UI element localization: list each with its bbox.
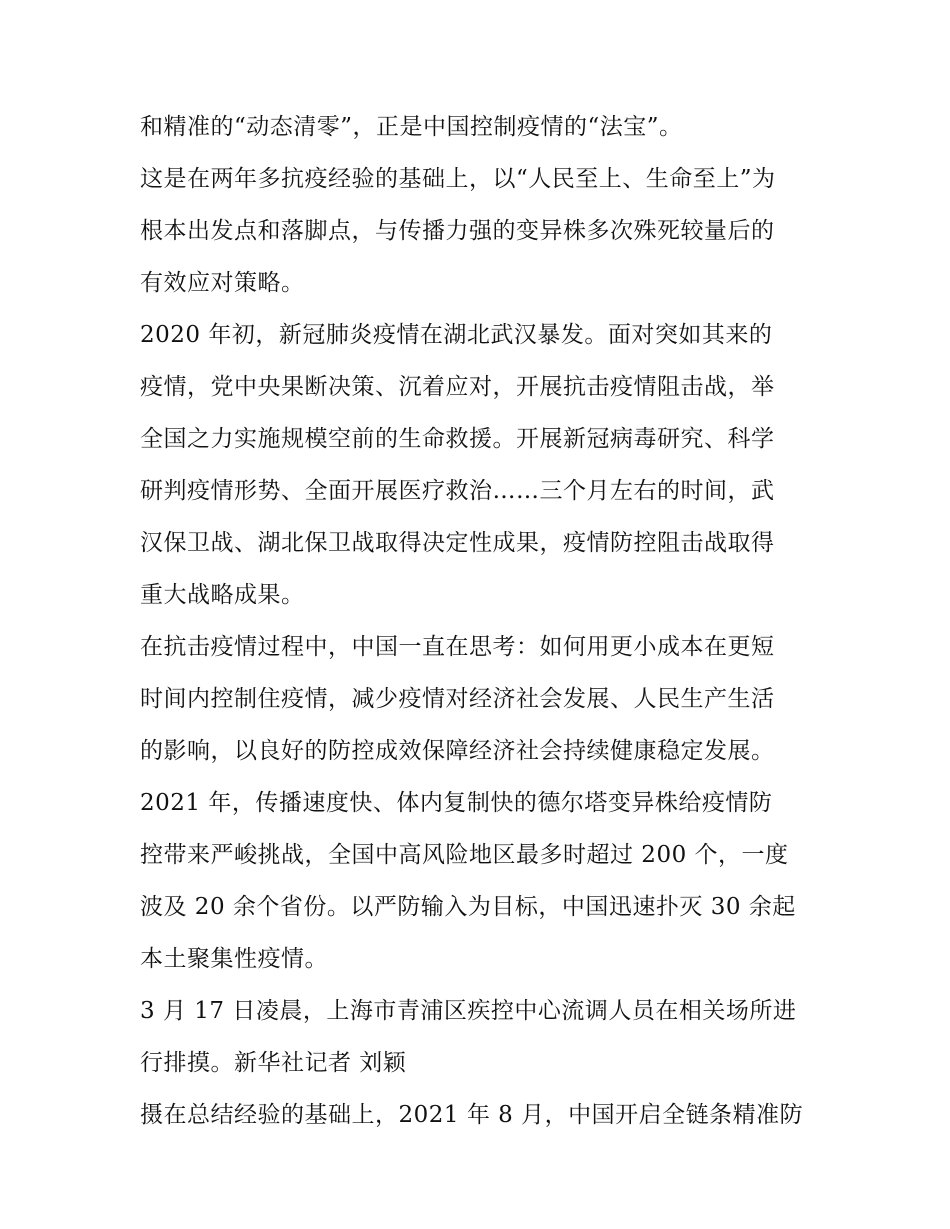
text-line: 全国之力实施规模空前的生命救援。开展新冠病毒研究、科学 xyxy=(140,426,775,452)
text-line: 控带来严峻挑战，全国中高风险地区最多时超过 200 个，一度 xyxy=(140,842,789,868)
text-line: 2020 年初，新冠肺炎疫情在湖北武汉暴发。面对突如其来的 xyxy=(140,322,773,348)
text-line: 波及 20 余个省份。以严防输入为目标，中国迅速扑灭 30 余起 xyxy=(140,894,796,920)
text-line: 疫情，党中央果断决策、沉着应对，开展抗击疫情阻击战，举 xyxy=(140,374,775,400)
text-line: 汉保卫战、湖北保卫战取得决定性成果，疫情防控阻击战取得 xyxy=(140,530,775,556)
text-line: 的影响，以良好的防控成效保障经济社会持续健康稳定发展。 xyxy=(140,738,775,764)
text-line: 这是在两年多抗疫经验的基础上，以“人民至上、生命至上”为 xyxy=(140,166,776,192)
text-line: 根本出发点和落脚点，与传播力强的变异株多次殊死较量后的 xyxy=(140,218,775,244)
text-line: 有效应对策略。 xyxy=(140,270,305,296)
text-line: 本土聚集性疫情。 xyxy=(140,946,328,972)
text-line: 时间内控制住疫情，减少疫情对经济社会发展、人民生产生活 xyxy=(140,686,775,712)
text-line: 研判疫情形势、全面开展医疗救治……三个月左右的时间，武 xyxy=(140,478,775,504)
text-line: 重大战略成果。 xyxy=(140,582,305,608)
text-line: 在抗击疫情过程中，中国一直在思考：如何用更小成本在更短 xyxy=(140,634,775,660)
text-line: 行排摸。新华社记者 刘颖 xyxy=(140,1050,407,1076)
text-line: 和精准的“动态清零”，正是中国控制疫情的“法宝”。 xyxy=(140,114,683,140)
text-line: 3 月 17 日凌晨，上海市青浦区疾控中心流调人员在相关场所进 xyxy=(140,998,797,1024)
text-line: 摄在总结经验的基础上，2021 年 8 月，中国开启全链条精准防 xyxy=(140,1102,804,1128)
text-line: 2021 年，传播速度快、体内复制快的德尔塔变异株给疫情防 xyxy=(140,790,773,816)
